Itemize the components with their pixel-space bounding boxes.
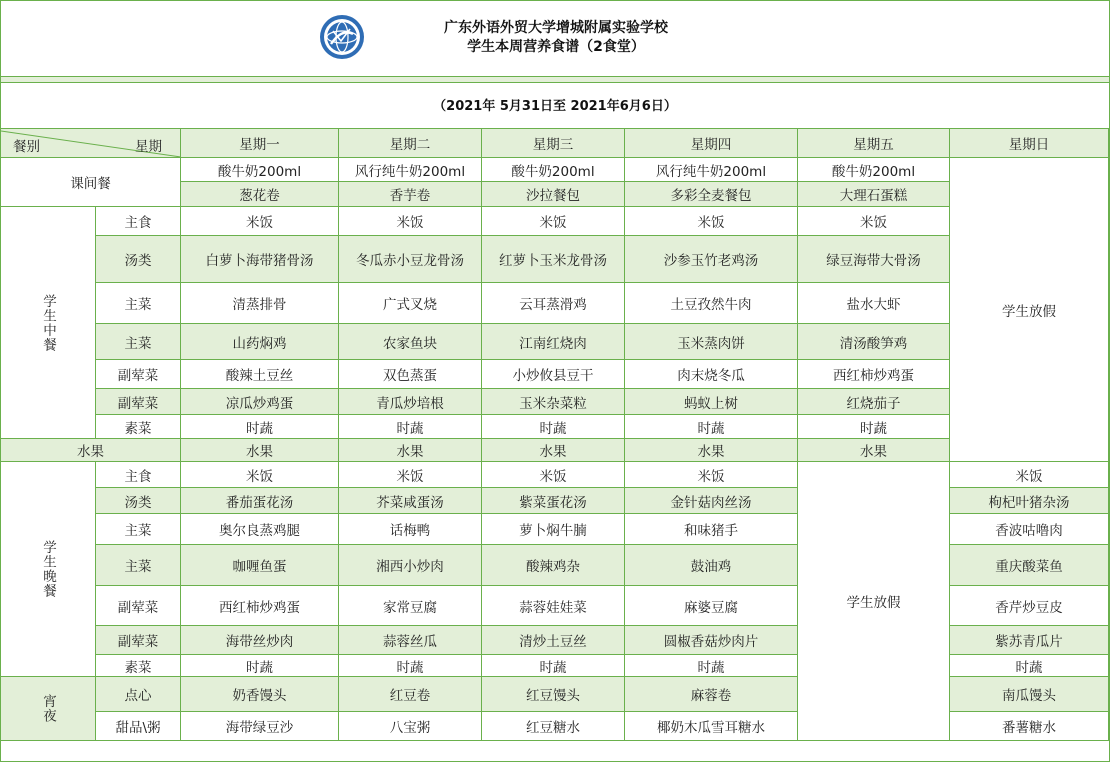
day-header: 星期五 (798, 129, 950, 158)
dinner-dish: 蒜蓉娃娃菜 (482, 586, 625, 626)
lunch-dish: 肉末烧冬瓜 (625, 360, 798, 389)
dinner-dish: 家常豆腐 (339, 586, 482, 626)
night-dish: 海带绿豆沙 (181, 712, 339, 741)
day-header: 星期二 (339, 129, 482, 158)
fruit-item: 水果 (798, 439, 950, 462)
dinner-dish: 蒜蓉丝瓜 (339, 626, 482, 655)
dish-type: 副荤菜 (96, 360, 181, 389)
night-dish: 红豆馒头 (482, 677, 625, 712)
snack-item: 风行纯牛奶200ml (625, 158, 798, 182)
lunch-dish: 时蔬 (181, 415, 339, 439)
lunch-dish: 清蒸排骨 (181, 283, 339, 324)
dish-type: 素菜 (96, 655, 181, 677)
lunch-dish: 蚂蚁上树 (625, 389, 798, 415)
fruit-item: 水果 (339, 439, 482, 462)
dinner-dish: 萝卜焖牛腩 (482, 514, 625, 545)
lunch-dish: 双色蒸蛋 (339, 360, 482, 389)
dinner-dish: 金针菇肉丝汤 (625, 488, 798, 514)
snack-item: 酸牛奶200ml (181, 158, 339, 182)
dinner-dish: 奥尔良蒸鸡腿 (181, 514, 339, 545)
dish-type: 汤类 (96, 488, 181, 514)
dinner-dish: 海带丝炒肉 (181, 626, 339, 655)
snack-item: 沙拉餐包 (482, 182, 625, 207)
lunch-dish: 红萝卜玉米龙骨汤 (482, 236, 625, 283)
lunch-dish: 青瓜炒培根 (339, 389, 482, 415)
dinner-dish: 咖喱鱼蛋 (181, 545, 339, 586)
lunch-dish: 云耳蒸滑鸡 (482, 283, 625, 324)
lunch-dish: 米饭 (482, 207, 625, 236)
dish-type: 副荤菜 (96, 389, 181, 415)
corner-meal-label: 餐别 (13, 139, 40, 155)
dish-type: 主菜 (96, 514, 181, 545)
dinner-dish: 时蔬 (482, 655, 625, 677)
fruit-item: 水果 (482, 439, 625, 462)
dinner-dish: 时蔬 (181, 655, 339, 677)
lunch-dish: 时蔬 (798, 415, 950, 439)
snack-item: 风行纯牛奶200ml (339, 158, 482, 182)
sunday-dinner-dish: 时蔬 (950, 655, 1109, 677)
dinner-dish: 米饭 (339, 462, 482, 488)
meal-label-snack: 课间餐 (1, 158, 181, 207)
dinner-dish: 圆椒香菇炒肉片 (625, 626, 798, 655)
snack-item: 香芋卷 (339, 182, 482, 207)
dinner-dish: 时蔬 (625, 655, 798, 677)
lunch-dish: 白萝卜海带猪骨汤 (181, 236, 339, 283)
snack-item: 酸牛奶200ml (798, 158, 950, 182)
dinner-dish: 芥菜咸蛋汤 (339, 488, 482, 514)
fruit-item: 水果 (181, 439, 339, 462)
sunday-night-dish: 番薯糖水 (950, 712, 1109, 741)
night-dish: 奶香馒头 (181, 677, 339, 712)
school-title: 广东外语外贸大学增城附属实验学校 (444, 20, 668, 36)
dinner-dish: 麻婆豆腐 (625, 586, 798, 626)
lunch-dish: 米饭 (798, 207, 950, 236)
lunch-dish: 米饭 (625, 207, 798, 236)
date-header (1, 83, 1109, 129)
lunch-dish: 凉瓜炒鸡蛋 (181, 389, 339, 415)
day-header: 星期三 (482, 129, 625, 158)
lunch-dish: 江南红烧肉 (482, 324, 625, 360)
lunch-dish: 时蔬 (339, 415, 482, 439)
lunch-dish: 沙参玉竹老鸡汤 (625, 236, 798, 283)
lunch-dish: 绿豆海带大骨汤 (798, 236, 950, 283)
sunday-dinner-dish: 枸杞叶猪杂汤 (950, 488, 1109, 514)
sunday-dinner-dish: 香芹炒豆皮 (950, 586, 1109, 626)
sunday-holiday-note: 学生放假 (950, 158, 1109, 462)
sunday-dinner-dish: 香波咕噜肉 (950, 514, 1109, 545)
dish-type: 主菜 (96, 283, 181, 324)
lunch-dish: 玉米蒸肉饼 (625, 324, 798, 360)
dish-type: 主菜 (96, 324, 181, 360)
sunday-dinner-dish: 重庆酸菜鱼 (950, 545, 1109, 586)
lunch-dish: 西红柿炒鸡蛋 (798, 360, 950, 389)
dish-type: 副荤菜 (96, 586, 181, 626)
snack-item: 酸牛奶200ml (482, 158, 625, 182)
lunch-dish: 盐水大虾 (798, 283, 950, 324)
lunch-dish: 红烧茄子 (798, 389, 950, 415)
dish-type: 素菜 (96, 415, 181, 439)
snack-item: 多彩全麦餐包 (625, 182, 798, 207)
lunch-dish: 米饭 (181, 207, 339, 236)
lunch-dish: 小炒攸县豆干 (482, 360, 625, 389)
dinner-dish: 米饭 (482, 462, 625, 488)
dinner-dish: 酸辣鸡杂 (482, 545, 625, 586)
day-header: 星期日 (950, 129, 1109, 158)
dish-type: 主食 (96, 207, 181, 236)
date-range: （2021年 5月31日至 2021年6月6日） (433, 99, 677, 114)
table-corner (1, 129, 181, 158)
meal-label-dinner: 学生晚餐 (1, 462, 96, 677)
lunch-dish: 米饭 (339, 207, 482, 236)
night-dish: 红豆卷 (339, 677, 482, 712)
dish-type: 汤类 (96, 236, 181, 283)
dinner-dish: 番茄蛋花汤 (181, 488, 339, 514)
lunch-dish: 土豆孜然牛肉 (625, 283, 798, 324)
dish-type: 甜品\粥 (96, 712, 181, 741)
lunch-dish: 清汤酸笋鸡 (798, 324, 950, 360)
lunch-dish: 玉米杂菜粒 (482, 389, 625, 415)
meal-label-night: 宵夜 (1, 677, 96, 741)
lunch-dish: 广式叉烧 (339, 283, 482, 324)
dish-type: 主食 (96, 462, 181, 488)
dinner-dish: 时蔬 (339, 655, 482, 677)
day-header: 星期四 (625, 129, 798, 158)
dinner-dish: 湘西小炒肉 (339, 545, 482, 586)
snack-item: 葱花卷 (181, 182, 339, 207)
menu-table (1, 129, 1109, 761)
friday-holiday-note: 学生放假 (798, 462, 950, 741)
dinner-dish: 鼓油鸡 (625, 545, 798, 586)
dinner-dish: 清炒土豆丝 (482, 626, 625, 655)
fruit-item: 水果 (625, 439, 798, 462)
sunday-night-dish: 南瓜馒头 (950, 677, 1109, 712)
dinner-dish: 话梅鸭 (339, 514, 482, 545)
menu-title: 学生本周营养食谱（2食堂） (467, 39, 645, 55)
corner-weekday-label: 星期 (135, 139, 162, 155)
dinner-dish: 米饭 (181, 462, 339, 488)
night-dish: 椰奶木瓜雪耳糖水 (625, 712, 798, 741)
night-dish: 八宝粥 (339, 712, 482, 741)
lunch-dish: 时蔬 (482, 415, 625, 439)
dinner-dish: 和味猪手 (625, 514, 798, 545)
sunday-dinner-dish: 米饭 (950, 462, 1109, 488)
sunday-dinner-dish: 紫苏青瓜片 (950, 626, 1109, 655)
day-header: 星期一 (181, 129, 339, 158)
dish-type: 主菜 (96, 545, 181, 586)
dinner-dish: 米饭 (625, 462, 798, 488)
lunch-dish: 冬瓜赤小豆龙骨汤 (339, 236, 482, 283)
night-dish: 红豆糖水 (482, 712, 625, 741)
lunch-dish: 山药焖鸡 (181, 324, 339, 360)
snack-item: 大理石蛋糕 (798, 182, 950, 207)
meal-label-lunch: 学生中餐 (1, 207, 96, 439)
night-dish: 麻蓉卷 (625, 677, 798, 712)
dinner-dish: 西红柿炒鸡蛋 (181, 586, 339, 626)
school-emblem-icon (319, 14, 365, 60)
lunch-dish: 农家鱼块 (339, 324, 482, 360)
lunch-dish: 酸辣土豆丝 (181, 360, 339, 389)
title-header (1, 1, 1109, 77)
dish-type: 副荤菜 (96, 626, 181, 655)
meal-label-fruit: 水果 (1, 439, 181, 462)
dish-type: 点心 (96, 677, 181, 712)
dinner-dish: 紫菜蛋花汤 (482, 488, 625, 514)
lunch-dish: 时蔬 (625, 415, 798, 439)
